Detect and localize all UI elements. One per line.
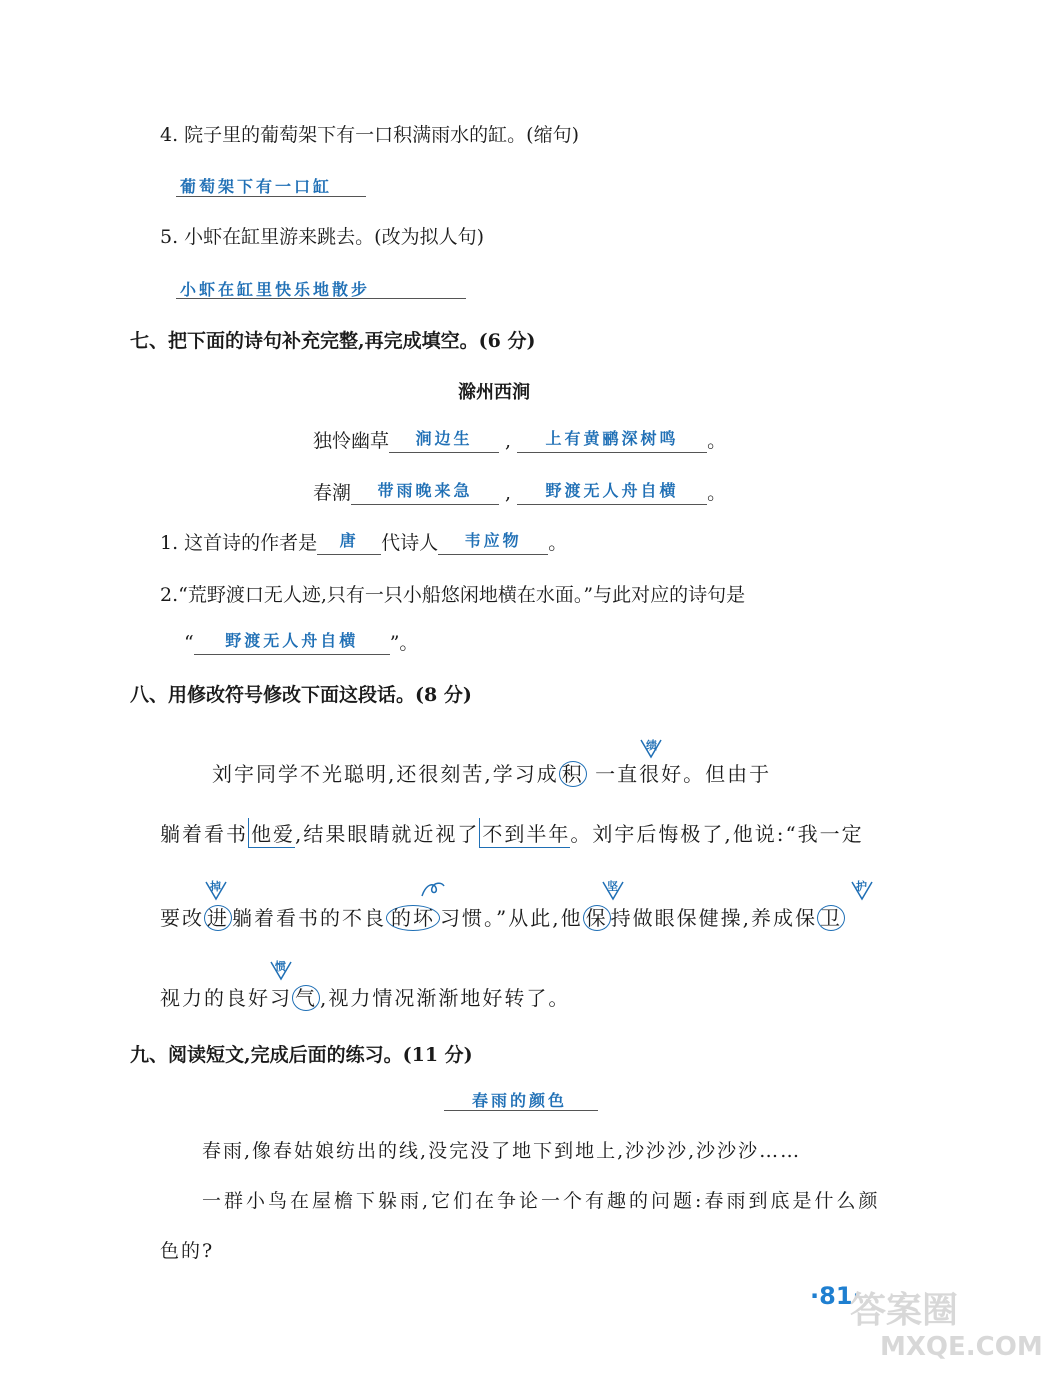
passage-paragraph-2-line-1: 一群小鸟在屋檐下躲雨,它们在争论一个有趣的问题:春雨到底是什么颜	[202, 1190, 881, 1212]
section-7-question-2-answer-line	[184, 628, 418, 655]
punctuation: 。	[707, 482, 727, 504]
section-8-heading: 八、用修改符号修改下面这段话。(8 分)	[130, 684, 472, 706]
answer-blank	[194, 631, 390, 655]
passage-title-answer: 春雨的颜色	[472, 1091, 568, 1110]
quote-open: “	[184, 632, 194, 654]
poem-line-2	[313, 478, 726, 505]
poem-blank	[517, 481, 707, 505]
correction-mark: 掉	[210, 880, 221, 893]
delete-circle: 的坏	[386, 905, 440, 931]
correction-circle: 积	[559, 761, 587, 787]
poem-blank	[517, 429, 707, 453]
paragraph-line-2	[160, 818, 864, 848]
question-5-answer: 小虾在缸里快乐地散步	[180, 280, 371, 299]
paragraph-text: 一直很好。但由于	[595, 762, 772, 786]
title-underline	[444, 1110, 598, 1111]
paragraph-text: 要改	[160, 906, 204, 930]
correction-mark: 惯	[275, 960, 286, 973]
poem-line-2-prefix: 春潮	[313, 482, 352, 504]
correction-circle: 保	[583, 905, 611, 931]
poem-answer: 涧边生	[415, 429, 473, 448]
poem-title: 滁州西涧	[458, 382, 530, 403]
paragraph-text: ,结果眼睛就近视了	[295, 822, 480, 846]
transpose-mark: 不到半年	[479, 818, 570, 848]
question-5-prompt: 5. 小虾在缸里游来跳去。(改为拟人句)	[160, 226, 484, 248]
paragraph-text: ,视力情况渐渐地好转了。	[320, 986, 571, 1010]
answer-underline	[176, 298, 466, 299]
question-4-prompt: 4. 院子里的葡萄架下有一口积满雨水的缸。(缩句)	[160, 124, 579, 146]
watermark-logo: 答案圈	[850, 1290, 959, 1331]
transpose-mark: 他爱	[248, 818, 295, 848]
paragraph-line-4	[160, 982, 570, 1011]
answer-verse: 野渡无人舟自横	[225, 631, 359, 650]
question-text: 代诗人	[381, 532, 439, 554]
paragraph-text: 习惯。”从此,他	[440, 906, 583, 930]
section-7-question-1	[160, 528, 567, 555]
poem-blank	[351, 481, 499, 505]
correction-mark: 护	[856, 880, 867, 893]
question-4-answer: 葡萄架下有一口缸	[180, 177, 333, 196]
page-number: ·81·	[810, 1282, 862, 1310]
paragraph-text: 躺着看书	[160, 822, 248, 846]
punctuation: 。	[548, 532, 568, 554]
paragraph-text: 持做眼保健操,养成保	[610, 906, 817, 930]
correction-mark: 坚	[607, 880, 618, 893]
watermark-url: MXQE.COM	[880, 1332, 1043, 1362]
answer-poet: 韦应物	[464, 531, 522, 550]
passage-paragraph-1: 春雨,像春姑娘纺出的线,没完没了地下到地上,沙沙沙,沙沙沙……	[202, 1140, 802, 1162]
paragraph-text: 。刘宇后悔极了,他说:“我一定	[570, 822, 864, 846]
paragraph-line-3	[160, 902, 845, 931]
paragraph-text: 刘宇同学不光聪明,还很刻苦,学习成	[212, 762, 559, 786]
punctuation: ,	[505, 430, 512, 452]
paragraph-line-1	[212, 758, 771, 787]
paragraph-text: 躺着看书的不良	[232, 906, 386, 930]
delete-loop-icon	[420, 880, 446, 898]
poem-answer: 上有黄鹂深树鸣	[545, 429, 679, 448]
paragraph-text: 视力的良好习	[160, 986, 292, 1010]
section-7-question-2: 2.“荒野渡口无人迹,只有一只小船悠闲地横在水面。”与此对应的诗句是	[160, 584, 746, 606]
poem-answer: 带雨晚来急	[377, 481, 473, 500]
answer-blank	[438, 531, 548, 555]
section-9-heading: 九、阅读短文,完成后面的练习。(11 分)	[130, 1044, 473, 1066]
poem-blank	[389, 429, 499, 453]
poem-line-1	[313, 426, 726, 453]
passage-paragraph-2-line-2: 色的?	[160, 1240, 215, 1262]
poem-answer: 野渡无人舟自横	[545, 481, 679, 500]
question-text: 1. 这首诗的作者是	[160, 532, 318, 554]
punctuation: 。	[707, 430, 727, 452]
answer-underline	[176, 196, 366, 197]
correction-circle: 卫	[817, 905, 845, 931]
section-7-heading: 七、把下面的诗句补充完整,再完成填空。(6 分)	[130, 330, 536, 352]
quote-close: ”。	[389, 632, 419, 654]
answer-dynasty: 唐	[339, 531, 359, 550]
poem-line-1-prefix: 独怜幽草	[313, 430, 390, 452]
correction-mark: 绩	[646, 739, 657, 752]
answer-blank	[317, 531, 381, 555]
punctuation: ,	[505, 482, 512, 504]
correction-circle: 气	[292, 985, 320, 1011]
correction-circle: 进	[204, 905, 232, 931]
